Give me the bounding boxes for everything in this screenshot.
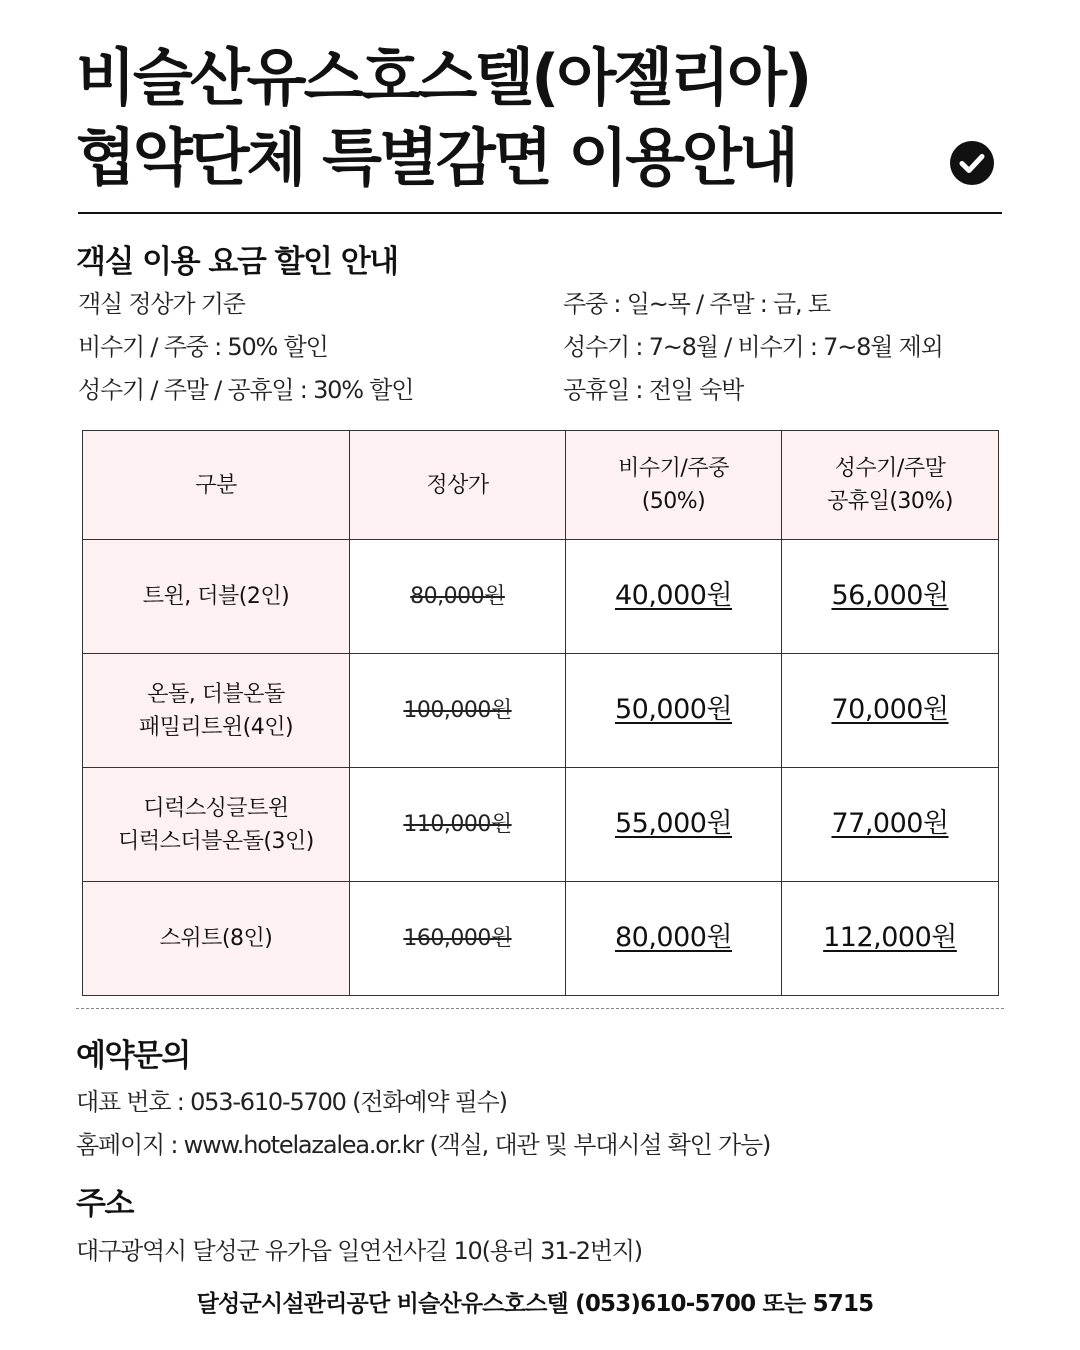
info-line: 비수기 / 주중 : 50% 할인 — [78, 333, 328, 361]
discount-heading: 객실 이용 요금 할인 안내 — [76, 244, 398, 280]
peak-price: 56,000원 — [831, 580, 949, 611]
title-line-1: 비슬산유스호스텔(아젤리아) — [76, 41, 810, 114]
reservation-heading: 예약문의 — [76, 1038, 190, 1074]
room-category: 스위트(8인) — [83, 882, 350, 996]
room-category: 트윈, 더블(2인) — [83, 540, 350, 654]
section-divider — [76, 1008, 1004, 1009]
reservation-homepage: 홈페이지 : www.hotelazalea.or.kr (객실, 대관 및 부대시설 확인 가능) — [76, 1131, 771, 1159]
title-divider — [78, 212, 1002, 214]
table-row — [83, 768, 999, 882]
table-row — [83, 654, 999, 768]
peak-price-cell — [782, 768, 999, 882]
normal-price-cell — [350, 540, 566, 654]
offpeak-price-cell — [566, 654, 782, 768]
discount-info-right — [563, 283, 943, 412]
info-line: 성수기 / 주말 / 공휴일 : 30% 할인 — [78, 376, 414, 404]
info-line: 객실 정상가 기준 — [78, 290, 245, 318]
page-title — [76, 38, 956, 198]
normal-price-cell — [350, 768, 566, 882]
peak-price: 112,000원 — [823, 922, 957, 953]
address-text: 대구광역시 달성군 유가읍 일연선사길 10(용리 31-2번지) — [76, 1237, 642, 1265]
header-peak: 성수기/주말 공휴일(30%) — [782, 431, 999, 540]
header-category: 구분 — [83, 431, 350, 540]
info-line: 공휴일 : 전일 숙박 — [563, 376, 744, 404]
normal-price-cell — [350, 654, 566, 768]
offpeak-price-cell — [566, 882, 782, 996]
normal-price-cell — [350, 882, 566, 996]
table-row — [83, 540, 999, 654]
check-circle-icon — [950, 141, 994, 185]
header-normal-price: 정상가 — [350, 431, 566, 540]
table-header-row — [83, 431, 999, 540]
info-line: 성수기 : 7~8월 / 비수기 : 7~8월 제외 — [563, 333, 943, 361]
offpeak-price: 80,000원 — [614, 922, 733, 953]
address-heading: 주소 — [76, 1186, 133, 1222]
offpeak-price: 55,000원 — [614, 808, 733, 839]
info-line: 주중 : 일~목 / 주말 : 금, 토 — [563, 290, 830, 318]
normal-price: 80,000원 — [410, 584, 505, 609]
room-category: 온돌, 더블온돌 패밀리트윈(4인) — [83, 654, 350, 768]
peak-price-cell — [782, 654, 999, 768]
discount-info-left — [78, 283, 413, 412]
normal-price: 110,000원 — [403, 812, 512, 837]
normal-price: 160,000원 — [403, 926, 512, 951]
peak-price: 70,000원 — [831, 694, 949, 725]
room-category: 디럭스싱글트윈 디럭스더블온돌(3인) — [83, 768, 350, 882]
rate-table — [82, 430, 999, 996]
reservation-phone: 대표 번호 : 053-610-5700 (전화예약 필수) — [76, 1088, 507, 1116]
peak-price: 77,000원 — [831, 808, 949, 839]
normal-price: 100,000원 — [403, 698, 512, 723]
table-row — [83, 882, 999, 996]
footer-contact: 달성군시설관리공단 비슬산유스호스텔 (053)610-5700 또는 5715 — [196, 1291, 874, 1317]
offpeak-price-cell — [566, 768, 782, 882]
peak-price-cell — [782, 882, 999, 996]
title-line-2: 협약단체 특별감면 이용안내 — [76, 121, 796, 194]
peak-price-cell — [782, 540, 999, 654]
offpeak-price: 50,000원 — [614, 694, 733, 725]
header-offpeak: 비수기/주중 (50%) — [566, 431, 782, 540]
offpeak-price-cell — [566, 540, 782, 654]
offpeak-price: 40,000원 — [614, 580, 733, 611]
